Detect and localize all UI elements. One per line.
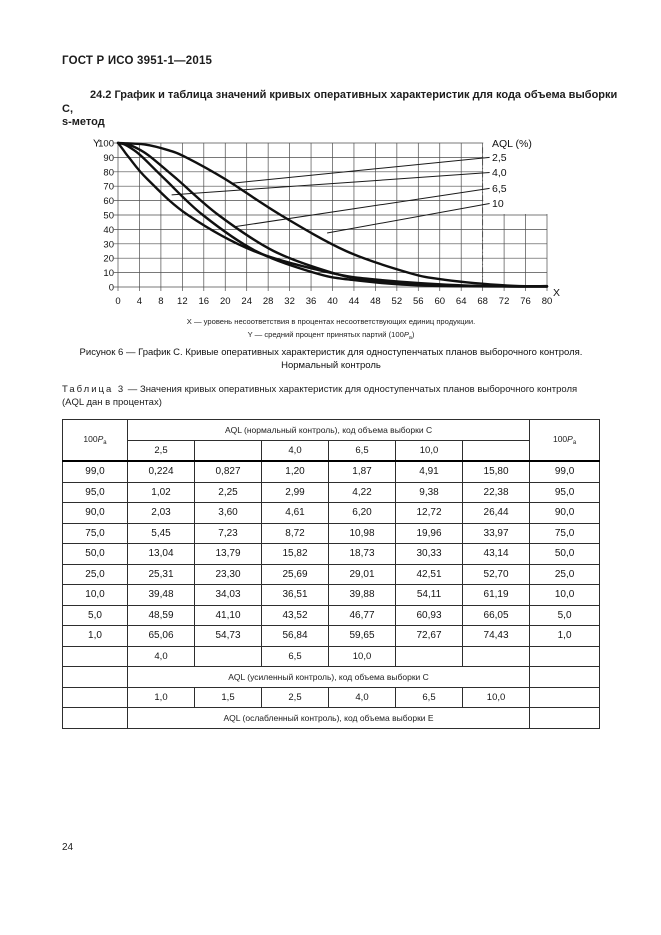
legend-entry-2,5: 2,5 [492,151,507,164]
pa-value-left: 5,0 [63,605,128,626]
oc-value: 13,79 [195,544,262,565]
oc-table [62,419,600,729]
oc-value: 10,98 [329,523,396,544]
axis-tick-label: Y [92,137,100,150]
aql-tightened-label: 1,5 [195,687,262,708]
oc-value: 72,67 [396,626,463,647]
oc-value: 66,05 [463,605,530,626]
axis-tick-label: 72 [498,296,510,307]
legend-title: AQL (%) [492,138,532,150]
oc-value: 2,25 [195,482,262,503]
oc-value: 18,73 [329,544,396,565]
pa-value-left: 90,0 [63,503,128,524]
aql-tightened-label: 4,0 [329,687,396,708]
oc-value: 34,03 [195,585,262,606]
axis-tick-label: 68 [477,296,488,307]
pa-value-right: 90,0 [530,503,600,524]
pa-value-left: 25,0 [63,564,128,585]
oc-value: 12,72 [396,503,463,524]
oc-value: 1,20 [262,461,329,482]
oc-value: 42,51 [396,564,463,585]
pa-value-left: 50,0 [63,544,128,565]
legend-leader-line [327,203,489,233]
oc-value: 43,52 [262,605,329,626]
oc-value: 9,38 [396,482,463,503]
oc-value: 29,01 [329,564,396,585]
table-title-label: Таблица 3 [62,384,126,395]
table-row [63,461,600,482]
table-title-text: — Значения кривых оперативных характеристик для одноступенчатых планов выборочного контроля (AQL дан в процентах) [62,384,578,408]
pa-value-left: 10,0 [63,585,128,606]
oc-value: 19,96 [396,523,463,544]
axis-tick-label: 80 [541,296,553,307]
section-heading [62,89,618,130]
empty-cell [530,708,600,729]
aql-normal-label [463,440,530,461]
oc-value: 1,02 [128,482,195,503]
axis-tick-label: 16 [198,296,210,307]
oc-value: 15,82 [262,544,329,565]
pa-value-left: 95,0 [63,482,128,503]
oc-value: 61,19 [463,585,530,606]
aql-normal-label: 2,5 [128,440,195,461]
axis-tick-label: 50 [103,210,114,222]
axis-tick-label: 40 [103,224,114,236]
table-row [63,482,600,503]
oc-value: 1,87 [329,461,396,482]
axis-tick-label: 80 [103,167,114,179]
figure-caption-line1: Рисунок 6 — График С. Кривые оперативных характеристик для одноступенчатых планов выборочного контроля. [79,347,583,358]
table-row [63,523,600,544]
section-heading-line1: 24.2 График и таблица значений кривых оперативных характеристик для кода объема выборки С, [62,89,618,115]
axis-tick-label: 40 [327,296,338,307]
axis-tick-label: 70 [103,181,114,193]
aql-extra-label [396,646,463,667]
pa-value-right: 95,0 [530,482,600,503]
group-header-reduced: AQL (ослабленный контроль), код объема выборки E [128,708,530,729]
group-header-tightened: AQL (усиленный контроль), код объема выборки C [128,667,530,688]
axis-tick-label: 64 [455,296,467,307]
legend-leader-line [231,157,490,183]
aql-tightened-label: 10,0 [463,687,530,708]
table-row [63,605,600,626]
pa-value-right: 99,0 [530,461,600,482]
axis-tick-label: 44 [348,296,360,307]
corner-header-100pa-right: $100P_a$ [530,420,600,462]
empty-cell [530,667,600,688]
oc-chart-container [80,133,586,315]
oc-value: 26,44 [463,503,530,524]
oc-value: 74,43 [463,626,530,647]
oc-value: 25,69 [262,564,329,585]
axis-tick-label: 0 [115,296,121,307]
figure-caption-line2: Нормальный контроль [281,359,381,371]
aql-extra-label: 10,0 [329,646,396,667]
aql-normal-label: 4,0 [262,440,329,461]
oc-value: 6,20 [329,503,396,524]
oc-value: 2,99 [262,482,329,503]
pa-value-right: 25,0 [530,564,600,585]
aql-tightened-label: 2,5 [262,687,329,708]
chart-x-note: X — уровень несоответствия в процентах несоответствующих единиц продукции. [186,317,476,326]
oc-value: 0,224 [128,461,195,482]
oc-value: 43,14 [463,544,530,565]
oc-value: 56,84 [262,626,329,647]
oc-value: 0,827 [195,461,262,482]
pa-value-right: 10,0 [530,585,600,606]
axis-tick-label: 30 [103,239,114,251]
oc-value: 23,30 [195,564,262,585]
group-header-normal: AQL (нормальный контроль), код объема выборки C [128,420,530,441]
empty-cell [63,646,128,667]
oc-value: 22,38 [463,482,530,503]
standard-designation: ГОСТ Р ИСО 3951-1—2015 [62,55,213,67]
oc-value: 39,48 [128,585,195,606]
oc-value: 65,06 [128,626,195,647]
aql-extra-label: 4,0 [128,646,195,667]
oc-value: 4,91 [396,461,463,482]
aql-normal-label: 6,5 [329,440,396,461]
aql-extra-label [195,646,262,667]
legend-entry-6,5: 6,5 [492,182,507,195]
oc-value: 13,04 [128,544,195,565]
axis-tick-label: 100 [98,138,114,150]
aql-extra-label: 6,5 [262,646,329,667]
pa-value-right: 50,0 [530,544,600,565]
oc-value: 46,77 [329,605,396,626]
oc-value: 60,93 [396,605,463,626]
empty-cell [530,687,600,708]
oc-value: 59,65 [329,626,396,647]
axis-tick-label: 8 [158,296,164,307]
oc-value: 30,33 [396,544,463,565]
aql-normal-label [195,440,262,461]
oc-value: 8,72 [262,523,329,544]
aql-extra-label [463,646,530,667]
axis-tick-label: 52 [391,296,403,307]
axis-tick-label: 76 [520,296,531,307]
axis-tick-label: 12 [177,296,188,307]
page-number: 24 [62,842,74,853]
axis-tick-label: 0 [108,282,114,294]
legend-entry-4,0: 4,0 [492,167,507,180]
oc-value: 15,80 [463,461,530,482]
oc-value: 33,97 [463,523,530,544]
pa-value-right: 1,0 [530,626,600,647]
section-heading-line2: s-метод [62,116,105,128]
aql-tightened-label: 1,0 [128,687,195,708]
axis-tick-label: 24 [241,296,252,307]
oc-chart [80,133,586,315]
oc-value: 25,31 [128,564,195,585]
table-row [63,646,600,667]
axis-tick-label: 32 [284,296,295,307]
axis-tick-label: X [553,287,561,299]
table-row [63,626,600,647]
axis-tick-label: 56 [413,296,424,307]
oc-value: 36,51 [262,585,329,606]
pa-value-right: 5,0 [530,605,600,626]
table-row [63,667,600,688]
aql-tightened-label: 6,5 [396,687,463,708]
oc-value: 4,22 [329,482,396,503]
pa-value-left: 99,0 [63,461,128,482]
table-row [63,564,600,585]
oc-value: 4,61 [262,503,329,524]
empty-cell [530,646,600,667]
axis-tick-label: 20 [103,253,114,265]
oc-value: 39,88 [329,585,396,606]
aql-normal-label: 10,0 [396,440,463,461]
axis-tick-label: 20 [219,296,231,307]
oc-value: 52,70 [463,564,530,585]
axis-tick-label: 28 [262,296,274,307]
pa-value-right: 75,0 [530,523,600,544]
axis-tick-label: 60 [434,296,446,307]
empty-cell [63,687,128,708]
axis-tick-label: 90 [103,152,114,164]
oc-value: 7,23 [195,523,262,544]
oc-table-body [63,420,600,729]
empty-cell [63,667,128,688]
axis-tick-label: 10 [103,268,114,280]
table-row [63,440,600,461]
table-row [63,687,600,708]
oc-value: 54,11 [396,585,463,606]
legend-leader-line [236,188,490,226]
oc-value: 48,59 [128,605,195,626]
corner-header-100pa-left: $100P_a$ [63,420,128,462]
empty-cell [63,708,128,729]
pa-value-left: 75,0 [63,523,128,544]
table-row [63,708,600,729]
legend-entry-10: 10 [492,197,504,210]
axis-tick-label: 60 [103,196,114,208]
table-title [62,384,600,409]
oc-value: 54,73 [195,626,262,647]
table-row [63,503,600,524]
chart-axis-notes [62,316,600,344]
chart-y-note: Y — средний процент принятых партий $(100P_a)$ [247,329,415,341]
axis-tick-label: 48 [370,296,381,307]
pa-value-left: 1,0 [63,626,128,647]
oc-value: 2,03 [128,503,195,524]
oc-value: 41,10 [195,605,262,626]
axis-tick-label: 36 [305,296,317,307]
figure-caption [62,347,600,372]
table-row [63,420,600,441]
table-row [63,544,600,565]
oc-value: 5,45 [128,523,195,544]
table-row [63,585,600,606]
axis-tick-label: 4 [136,296,143,307]
oc-value: 3,60 [195,503,262,524]
